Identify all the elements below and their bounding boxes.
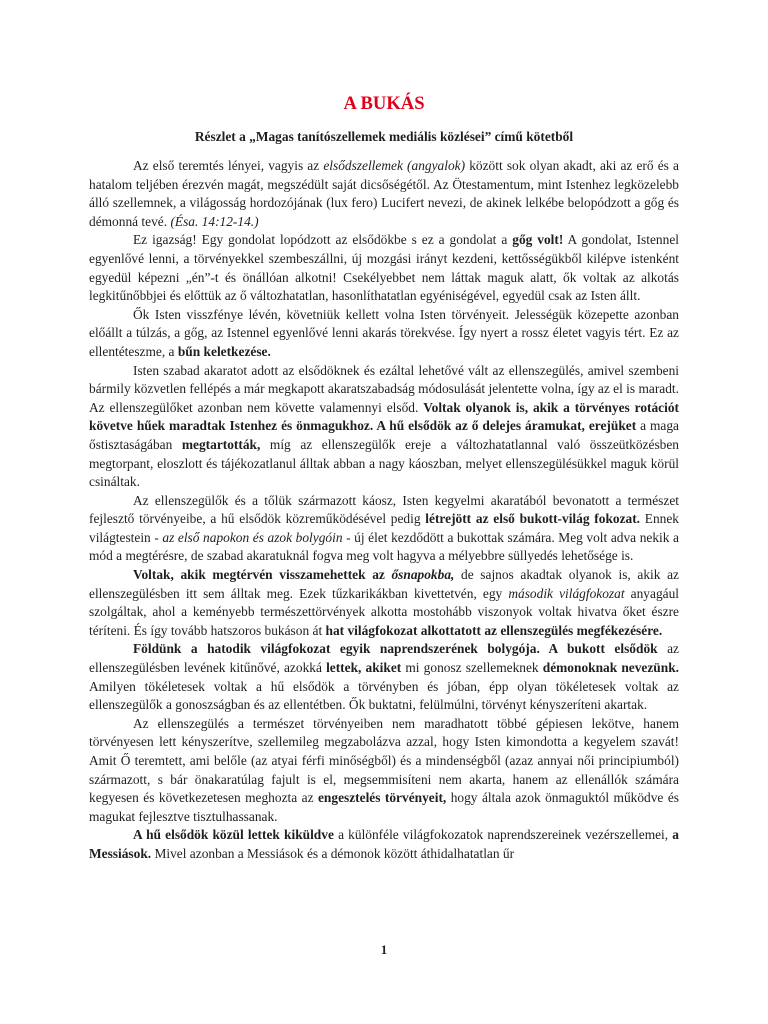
bold-italic-text: ősnapokba,: [391, 567, 455, 583]
body-text-run: a különféle világfokozatok naprendszereinek vezérszellemei,: [333, 827, 673, 843]
body-text-run: Az ellenszegülők és a tőlük származott káosz, Isten kegyelmi akaratából bevonatott a természet fejlesztő törvényeibe, a hű elsődök közreműködésével pedig: [89, 492, 679, 527]
italic-text: második világfokozat: [508, 585, 625, 601]
body-paragraph: [89, 492, 679, 566]
bold-text: Voltak olyanok is, akik a törvényes rotációt követve hűek maradtak Istenhez és önmagukhoz. A hű elsődök az ő delejes áramukat, erejüket: [89, 399, 679, 434]
bold-text: démonoknak nevezünk.: [542, 660, 679, 676]
bold-text: a Messiások.: [89, 827, 679, 861]
body-text-run: de sajnos akadtak olyanok is, akik az ellenszegülésben itt sem álltak meg. Ezek tűzkarikákban kivettetvén, egy: [89, 567, 679, 601]
bold-text: engesztelés törvényeit,: [317, 790, 447, 806]
body-text-run: között sok olyan akadt, aki az erő és a hatalom teljében érezvén magát, megszédült saját dicsőségétől. Az Ötestamentum, mint Istenhez legközelebb álló szellemnek, a világosság hordozójának (lux fero) Lucifert nevezi, de akinek lelkébe belopódzott a gőg és démonná tevé.: [89, 158, 679, 229]
bold-italic-wrapper: [391, 567, 454, 582]
document-title: A BUKÁS: [343, 93, 425, 114]
italic-text: (Ésa. 14:12-14.): [170, 213, 259, 229]
body-text-run: Az ellenszegülés a természet törvényeiben nem maradhatott többé gépiesen lekötve, hanem törvényesen lett kényszerítve, szellemileg megzabolázva azzal, hogy Isten kimondotta a kegyelem szavát! Amit Ő teremtett, ami belőle (az atyai férfi minőségből) és a mindenségből (azaz annyai női principiumból) származott, s bár önakaratúlag fajult is el, megsemmisíteni nem akarta, hanem az ellenállók számára kegyesen és következetesen meghozta az: [89, 715, 679, 806]
body-text-run: Isten szabad akaratot adott az elsődöknek és ezáltal lehetővé vált az ellenszegülés, amivel szembeni bármily közvetlen fellépés a már megkapott akaratszabadság módosulását jelentette volna, így az el is maradt. Az ellenszegülőket azonban nem követte valamennyi elsőd.: [89, 362, 679, 415]
body-paragraph: [89, 157, 679, 231]
body-text-run: mi gonosz szellemeknek: [401, 660, 543, 676]
body-text-run: Ők Isten visszfénye lévén, követniük kellett volna Isten törvényeit. Jelességük közepette azonban előállt a túlzás, a gőg, az Istennel egyenlővé lenni akarás törekvése. Így nyert a rossz életet vagyis tért. Ez az ellentéteszme, a: [89, 306, 679, 359]
bold-text: A hű elsődök közül lettek kiküldve: [133, 827, 334, 843]
body-paragraph: [89, 715, 679, 827]
body-text-run: Ez igazság! Egy gondolat lopódzott az elsődökbe s ez a gondolat a: [133, 232, 513, 248]
body-text-run: az ellenszegülésben levének kitűnővé, azokká: [89, 641, 679, 676]
body-paragraph: [89, 826, 679, 863]
body-paragraph: [89, 566, 679, 640]
bold-text: Voltak, akik megtérvén visszamehettek az: [133, 567, 392, 583]
body-text-run: míg az ellenszegülők ereje a változhatatlannal való összeütközésben megtorpant, eloszlott és tájékozatlanul álltak abban a nagy káoszban, melyet ellenszegülésükkel maguk körül csináltak.: [89, 436, 679, 490]
bold-text: megtartották,: [181, 436, 261, 452]
body-text-run: Amilyen tökéletesek voltak a hű elsődök a törvényben és jóban, épp olyan tökéletesek voltak az ellenszegülők a gonoszságban és az ellentétben. Ők buktatni, felülmúlni, törvényt kényszeríteni akartak.: [89, 678, 679, 713]
bold-text: hat világfokozat alkottatott az ellenszegülés megfékezésére.: [325, 622, 663, 638]
body-text-run: - új élet kezdődött a bukottak számára. Meg volt adva nekik a mód a megtérésre, de szabad akaratuknál fogva meg volt hagyva a mélyebbre süllyedés lehetősége is.: [89, 529, 680, 564]
page-number: 1: [380, 943, 388, 957]
body-text-run: Az első teremtés lényei, vagyis az: [133, 158, 324, 173]
body-text-run: A gondolat, Istennel egyenlővé lenni, a törvényekkel szembeszállni, új mozgási irányt kezdeni, kettősségükből kilépve istenként egyedül képezni „én”-t és önállóan alkotni! Csekélyebbet nem láttak maguk alatt, ők voltak az alkotás legkitűnőbbjei és előttük az ő változhatatlan, hasonlíthatatlan egyéniségével, egyedül csak az Isten állt.: [89, 232, 679, 304]
body-paragraph: [89, 362, 679, 492]
body-text-run: Ennek világtestein -: [89, 511, 679, 545]
bold-text: létrejött az első bukott-világ fokozat.: [425, 511, 641, 527]
body-text-run: a maga őstisztaságában: [89, 418, 679, 452]
document-subtitle: Részlet a „Magas tanítószellemek mediális közlései” című kötetből: [194, 129, 574, 144]
bold-text: lettek, akiket: [326, 660, 402, 676]
italic-text: elsődszellemek (angyalok): [323, 158, 466, 173]
body-text-run: anyagául szolgáltak, ahol a keményebb természettörvények alkotta mostohább viszonyok voltak hivatva őket észre téríteni. És így tovább hatszoros bukáson át: [89, 585, 680, 638]
body-paragraph: [89, 306, 679, 362]
body-paragraph: [89, 640, 679, 714]
bold-text: gőg volt!: [512, 232, 564, 248]
document-body: [89, 157, 679, 864]
body-text-run: Mivel azonban a Messiások és a démonok között áthidalhatatlan űr: [151, 845, 515, 861]
body-paragraph: [89, 231, 679, 305]
body-text-run: hogy általa azok önmaguktól működve és magukat fejlesztve tisztulhassanak.: [89, 790, 679, 824]
italic-text: az első napokon és azok bolygóin: [162, 529, 343, 545]
bold-text: bűn keletkezése.: [177, 343, 271, 359]
bold-text: Földünk a hatodik világfokozat egyik naprendszerének bolygója. A bukott elsődök: [133, 641, 658, 657]
